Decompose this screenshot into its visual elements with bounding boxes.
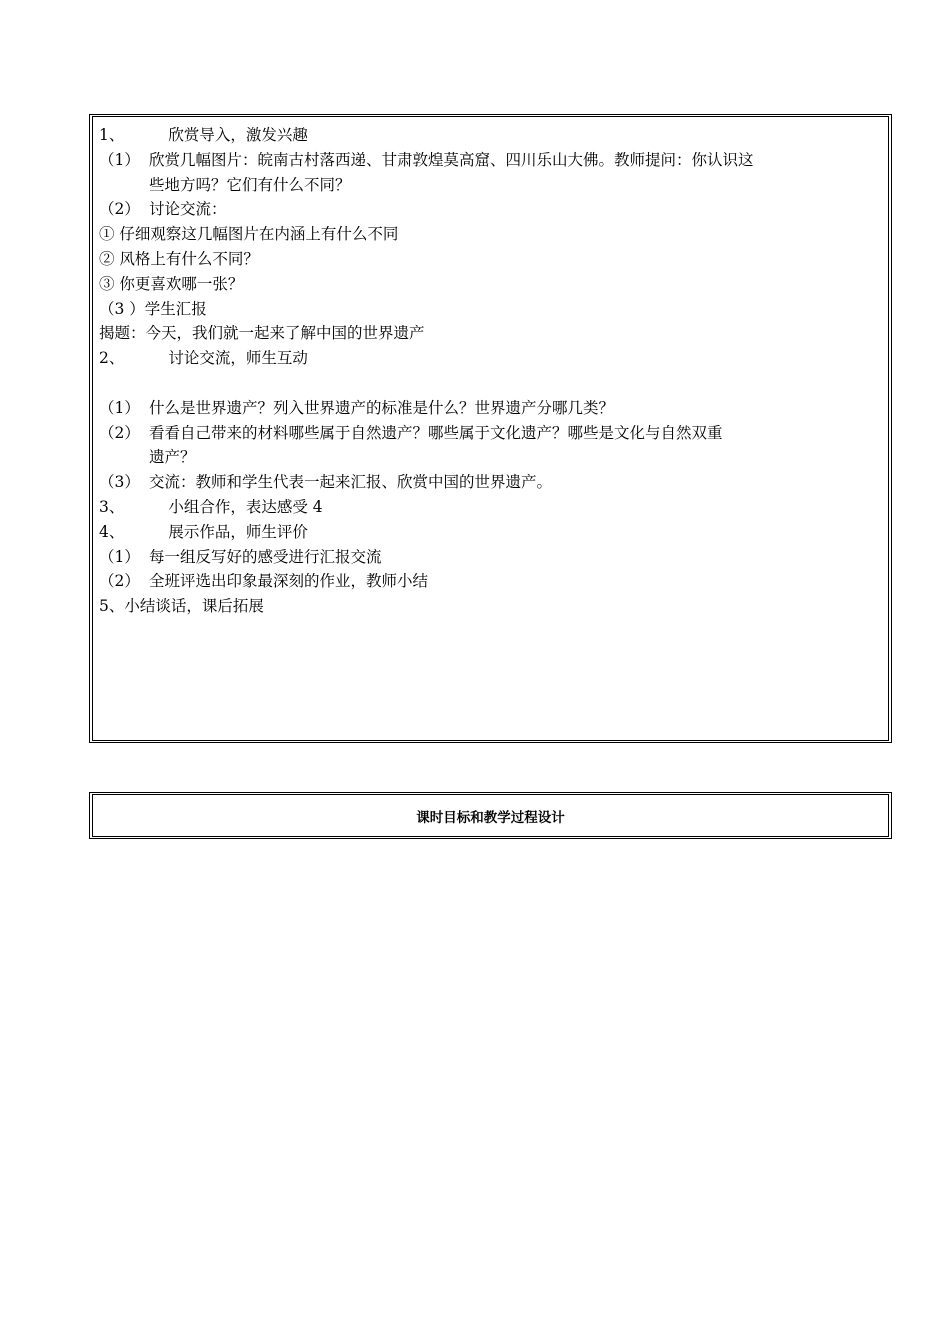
step-2-2-cont: 遗产？ [149, 448, 196, 467]
step-number: 1、 [99, 126, 125, 144]
step-number: 3、 [99, 497, 125, 516]
step-1 [99, 123, 882, 148]
blank-line [99, 371, 882, 396]
sub-step-number: （2） [99, 200, 140, 219]
step-1-1-cont: 些地方吗？它们有什么不同？ [149, 175, 351, 194]
question-3: ③ 你更喜欢哪一张？ [99, 274, 244, 293]
section-title-box [89, 792, 892, 839]
sub-step-number: （1） [99, 150, 140, 169]
step-2-3 [99, 470, 882, 495]
sub-step-text: 每一组反写好的感受进行汇报交流 [149, 547, 382, 566]
sub-step-number: （3） [99, 473, 140, 492]
step-3 [99, 495, 882, 520]
sub-step-text: 讨论交流： [149, 200, 227, 219]
step-text: 讨论交流，师生互动 [168, 349, 308, 368]
step-5: 5、小结谈话，课后拓展 [99, 597, 264, 616]
sub-step-number: （2） [99, 572, 140, 591]
step-2-2 [99, 421, 882, 446]
sub-step-text: 什么是世界遗产？列入世界遗产的标准是什么？世界遗产分哪几类？ [149, 398, 615, 417]
step-2-1 [99, 396, 882, 421]
sub-step-text: 交流：教师和学生代表一起来汇报、欣赏中国的世界遗产。 [149, 473, 553, 492]
step-text: 展示作品，师生评价 [168, 522, 308, 541]
sub-step-text: 欣赏几幅图片：皖南古村落西递、甘肃敦煌莫高窟、四川乐山大佛。教师提问：你认识这 [149, 150, 754, 169]
question-2: ② 风格上有什么不同？ [99, 249, 259, 268]
sub-step-text: 全班评选出印象最深刻的作业，教师小结 [149, 572, 429, 591]
step-number: 4、 [99, 522, 125, 541]
step-text: 欣赏导入，激发兴趣 [168, 126, 308, 144]
lesson-steps-text [99, 123, 882, 619]
lesson-steps-box [89, 114, 892, 743]
step-1-3: （3 ）学生汇报 [99, 299, 207, 318]
sub-step-number: （1） [99, 398, 140, 417]
step-4-1 [99, 545, 882, 570]
step-2 [99, 346, 882, 371]
question-1: ① 仔细观察这几幅图片在内涵上有什么不同 [99, 225, 399, 244]
step-text: 小组合作，表达感受 4 [168, 497, 323, 516]
step-1-1 [99, 148, 882, 173]
reveal-topic: 揭题：今天，我们就一起来了解中国的世界遗产 [99, 324, 425, 343]
sub-step-number: （1） [99, 547, 140, 566]
section-title: 课时目标和教学过程设计 [416, 809, 565, 826]
step-1-2 [99, 197, 882, 222]
step-4-2 [99, 569, 882, 594]
sub-step-text: 看看自己带来的材料哪些属于自然遗产？哪些属于文化遗产？哪些是文化与自然双重 [149, 423, 723, 442]
step-number: 2、 [99, 349, 125, 368]
step-4 [99, 520, 882, 545]
sub-step-number: （2） [99, 423, 140, 442]
